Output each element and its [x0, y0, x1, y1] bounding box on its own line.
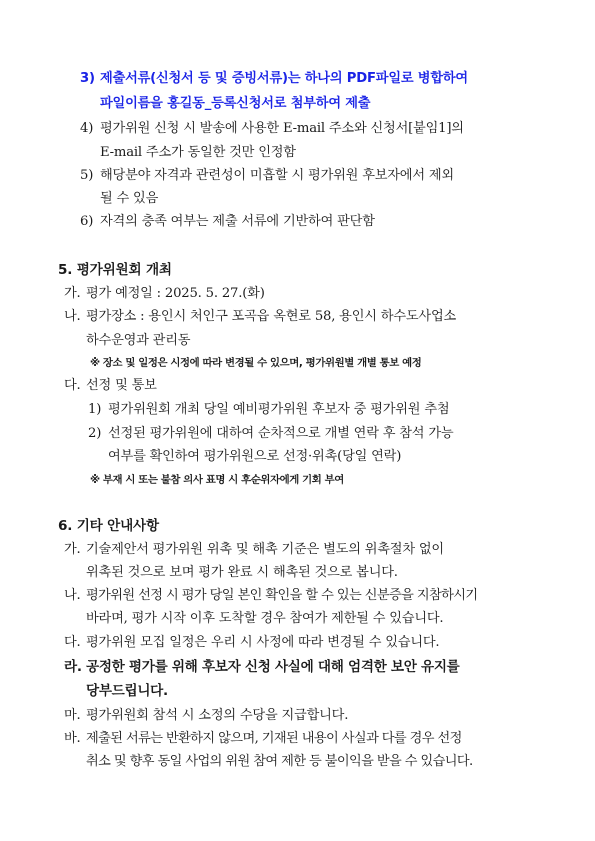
section-5-item-c1-text: 평가위원회 개최 당일 예비평가위원 후보자 중 평가위원 추첨	[108, 402, 450, 417]
section-5-item-c-label: 다.	[64, 378, 81, 393]
section-5-item-c-note: ※ 부재 시 또는 불참 의사 표명 시 후순위자에게 기회 부여	[90, 474, 344, 486]
section-5-item-b-line-2: 하수운영과 관리동	[86, 333, 191, 348]
item-5-line-2: 될 수 있음	[100, 191, 159, 206]
section-6-item-b-line-1: 평가위원 선정 시 평가 당일 본인 확인을 할 수 있는 신분증을 지참하시기	[86, 588, 478, 603]
section-6-item-e-label: 마.	[64, 708, 81, 723]
section-6-title: 6. 기타 안내사항	[58, 518, 159, 534]
section-5-item-a-text: 평가 예정일 : 2025. 5. 27.(화)	[86, 286, 265, 301]
item-5-line-1: 해당분야 자격과 관련성이 미흡할 시 평가위원 후보자에서 제외	[100, 168, 454, 183]
section-6-item-f-label: 바.	[64, 731, 81, 746]
section-6-item-b-line-2: 바라며, 평가 시작 이후 도착할 경우 참여가 제한될 수 있습니다.	[86, 611, 444, 626]
section-5-item-b-label: 나.	[64, 309, 81, 324]
section-6-item-d-line-2: 당부드립니다.	[86, 683, 168, 699]
section-6-item-f-line-1: 제출된 서류는 반환하지 않으며, 기재된 내용이 사실과 다를 경우 선정	[86, 731, 462, 746]
item-4-number: 4)	[80, 121, 94, 136]
section-6-item-d-label: 라.	[64, 659, 82, 675]
item-3-line-1: 제출서류(신청서 등 및 증빙서류)는 하나의 PDF파일로 병합하여	[100, 71, 468, 86]
section-6-item-c-label: 다.	[64, 635, 81, 650]
section-6-item-a-label: 가.	[64, 542, 81, 557]
section-6-item-f-line-2: 취소 및 향후 동일 사업의 위원 참여 제한 등 불이익을 받을 수 있습니다.	[86, 754, 473, 769]
item-6-number: 6)	[80, 214, 94, 229]
section-5-item-c2-line-1: 선정된 평가위원에 대하여 순차적으로 개별 연락 후 참석 가능	[108, 426, 454, 441]
section-6-item-c-text: 평가위원 모집 일정은 우리 시 사정에 따라 변경될 수 있습니다.	[86, 635, 440, 650]
item-4-line-1: 평가위원 신청 시 발송에 사용한 E-mail 주소와 신청서[붙임1]의	[100, 121, 464, 136]
section-5-item-a-label: 가.	[64, 286, 81, 301]
section-5-item-b-line-1: 평가장소 : 용인시 처인구 포곡읍 옥현로 58, 용인시 하수도사업소	[86, 309, 457, 324]
item-4-line-2: E-mail 주소가 동일한 것만 인정함	[100, 145, 296, 160]
section-6-item-a-line-2: 위촉된 것으로 보며 평가 완료 시 해촉된 것으로 봅니다.	[86, 565, 398, 580]
section-6-item-b-label: 나.	[64, 588, 81, 603]
item-6-line-1: 자격의 충족 여부는 제출 서류에 기반하여 판단함	[100, 214, 375, 229]
item-5-number: 5)	[80, 168, 94, 183]
section-6-item-d-line-1: 공정한 평가를 위해 후보자 신청 사실에 대해 엄격한 보안 유지를	[86, 659, 460, 675]
section-5-title: 5. 평가위원회 개최	[58, 262, 172, 278]
item-3-line-2: 파일이름을 홍길동_등록신청서로 첨부하여 제출	[100, 96, 371, 111]
section-5-item-c-text: 선정 및 통보	[86, 378, 157, 393]
section-5-item-b-note: ※ 장소 및 일정은 시정에 따라 변경될 수 있으며, 평가위원별 개별 통보 예정	[90, 357, 422, 369]
section-5-item-c1-number: 1)	[88, 402, 102, 417]
item-3-number: 3)	[80, 71, 95, 86]
section-6-item-a-line-1: 기술제안서 평가위원 위촉 및 해촉 기준은 별도의 위촉절차 없이	[86, 542, 444, 557]
section-5-item-c2-line-2: 여부를 확인하여 평가위원으로 선정·위촉(당일 연락)	[108, 449, 402, 464]
section-5-item-c2-number: 2)	[88, 426, 102, 441]
section-6-item-e-text: 평가위원회 참석 시 소정의 수당을 지급합니다.	[86, 708, 349, 723]
